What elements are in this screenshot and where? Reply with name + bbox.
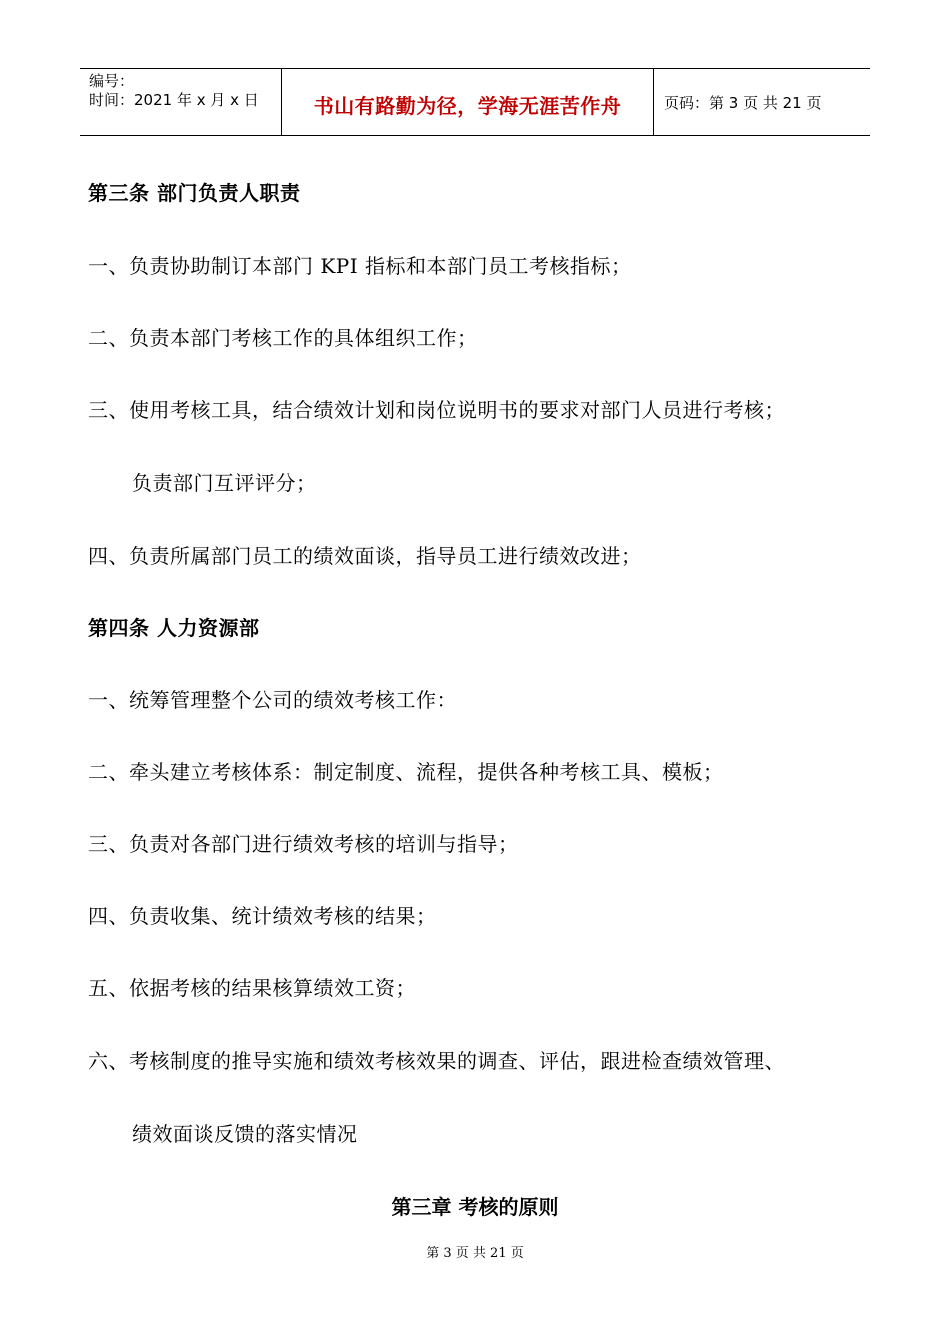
- paragraph-line: 二、牵头建立考核体系：制定制度、流程，提供各种考核工具、模板；: [88, 760, 724, 784]
- paragraph-line: 四、负责收集、统计绩效考核的结果；: [88, 904, 437, 928]
- footer-page-number: 第 3 页 共 21 页: [426, 1246, 524, 1261]
- document-number-label: 编号：: [89, 72, 135, 90]
- page-header: [80, 68, 870, 136]
- header-page-info: 页码：第 3 页 共 21 页: [664, 93, 822, 112]
- paragraph-line: 六、考核制度的推导实施和绩效考核效果的调查、评估，跟进检查绩效管理、: [88, 1049, 785, 1073]
- header-meta: [80, 69, 282, 135]
- header-motto-cell: [282, 69, 654, 135]
- paragraph-line: 二、负责本部门考核工作的具体组织工作；: [88, 326, 478, 350]
- section-heading-article-4: 第四条 人力资源部: [88, 616, 260, 640]
- paragraph-line: 三、负责对各部门进行绩效考核的培训与指导；: [88, 832, 519, 856]
- paragraph-line-continuation: 负责部门互评评分；: [132, 471, 317, 495]
- header-page-info-cell: [654, 69, 870, 135]
- paragraph-line: 四、负责所属部门员工的绩效面谈，指导员工进行绩效改进；: [88, 544, 642, 568]
- paragraph-line: 三、使用考核工具，结合绩效计划和岗位说明书的要求对部门人员进行考核；: [88, 398, 785, 422]
- paragraph-line: 一、负责协助制订本部门 KPI 指标和本部门员工考核指标；: [88, 254, 632, 278]
- section-heading-article-3: 第三条 部门负责人职责: [88, 181, 301, 205]
- page-footer: [0, 1246, 950, 1262]
- document-date-label: 时间：2021 年 x 月 x 日: [89, 91, 259, 109]
- paragraph-line: 一、统筹管理整个公司的绩效考核工作：: [88, 688, 457, 712]
- chapter-title: 第三章 考核的原则: [391, 1195, 559, 1219]
- header-motto: 书山有路勤为径，学海无涯苦作舟: [313, 93, 622, 118]
- paragraph-line: 五、依据考核的结果核算绩效工资；: [88, 976, 416, 1000]
- paragraph-line-continuation: 绩效面谈反馈的落实情况: [132, 1122, 358, 1146]
